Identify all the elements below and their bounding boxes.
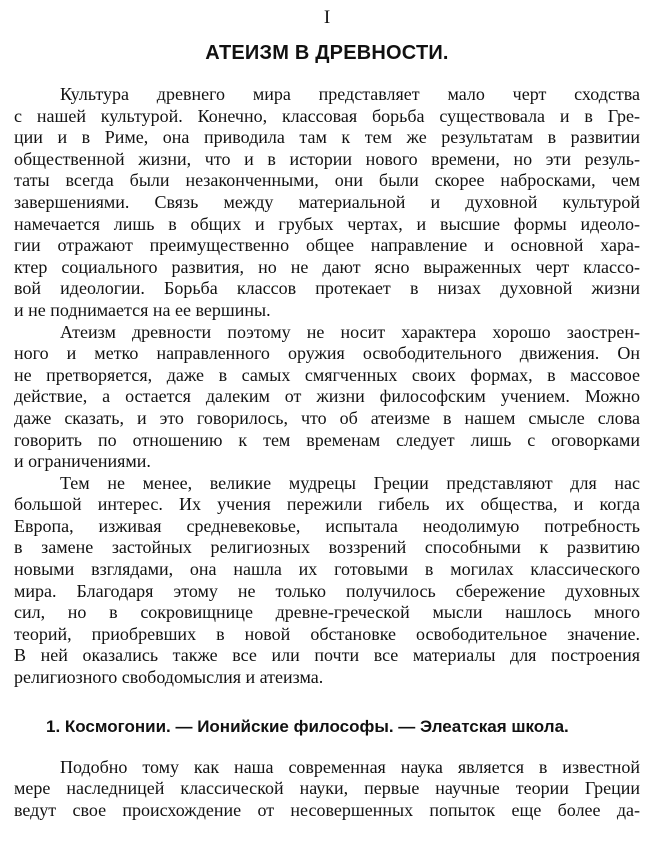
text-line: общественной жизни, что и в истории нового времени, но эти резуль- xyxy=(14,148,640,169)
text-line: говорить по отношению к тем временам следует лишь с оговорками xyxy=(14,429,640,450)
text-line: большой интерес. Их учения пережили гибель их общества, и когда xyxy=(14,494,640,515)
text-line: ктер социального развития, но не дают ясно выраженных черт классо- xyxy=(14,256,640,277)
text-line: В ней оказались также все или почти все материалы для построения xyxy=(14,645,640,666)
text-line: мира. Благодаря этому не только получилось сбережение духовных xyxy=(14,580,640,601)
text-line: ного и метко направленного оружия освободительного движения. Он xyxy=(14,343,640,364)
text-line: Подобно тому как наша современная наука является в известной xyxy=(60,756,640,777)
text-line: религиозного свободомыслия и атеизма. xyxy=(14,667,324,688)
chapter-title: АТЕИЗМ В ДРЕВНОСТИ. xyxy=(205,42,449,64)
text-line: и не поднимается на ее вершины. xyxy=(14,299,271,320)
text-line: Атеизм древности поэтому не носит характера хорошо заострен- xyxy=(60,321,640,342)
text-line: ции и в Риме, она приводила там к тем же результатам в развитии xyxy=(14,127,640,148)
paragraph-2 xyxy=(14,322,640,473)
text-line: новыми взглядами, она нашла их готовыми в могилах классического xyxy=(14,559,640,580)
section-title: 1. Космогонии. — Ионийские философы. — Элеатская школа. xyxy=(46,716,569,736)
text-line: действие, а остается далеким от жизни философским учением. Можно xyxy=(14,386,640,407)
text-line: с нашей культурой. Конечно, классовая борьба существовала и в Гре- xyxy=(14,105,640,126)
text-line: таты всегда были незаконченными, они были скорее набросками, чем xyxy=(14,170,640,191)
text-line: не претворяется, даже в самых смягченных своих формах, в массовое xyxy=(14,364,640,385)
text-line: теорий, приобревших в новой обстановке освободительное значение. xyxy=(14,623,640,644)
text-line: и ограничениями. xyxy=(14,451,151,472)
text-line: ведут свое происхождение от несовершенных попыток еще более да- xyxy=(14,799,640,820)
text-line: завершениями. Связь между материальной и духовной культурой xyxy=(14,191,640,212)
text-line: в замене застойных религиозных воззрений способными к развитию xyxy=(14,537,640,558)
chapter-number: I xyxy=(323,7,331,28)
text-line: мере наследницей классической науки, первые научные теории Греции xyxy=(14,778,640,799)
text-line: вой идеологии. Борьба классов протекает в низах духовной жизни xyxy=(14,278,640,299)
text-line: Европа, изживая средневековье, испытала неодолимую потребность xyxy=(14,515,640,536)
text-line: гии отражают преимущественно общее направление и основной хара- xyxy=(14,235,640,256)
section-paragraph xyxy=(14,757,640,822)
paragraph-3 xyxy=(14,473,640,689)
text-line: сил, но в сокровищнице древне-греческой мысли нашлось много xyxy=(14,602,640,623)
text-line: намечается лишь в общих и грубых чертах, и высшие формы идеоло- xyxy=(14,213,640,234)
text-line: Культура древнего мира представляет мало черт сходства xyxy=(60,84,640,104)
text-line: Тем не менее, великие мудрецы Греции представляют для нас xyxy=(60,472,640,493)
paragraph-1 xyxy=(14,84,640,322)
text-line: даже сказать, и это говорилось, что об атеизме в нашем смысле слова xyxy=(14,407,640,428)
